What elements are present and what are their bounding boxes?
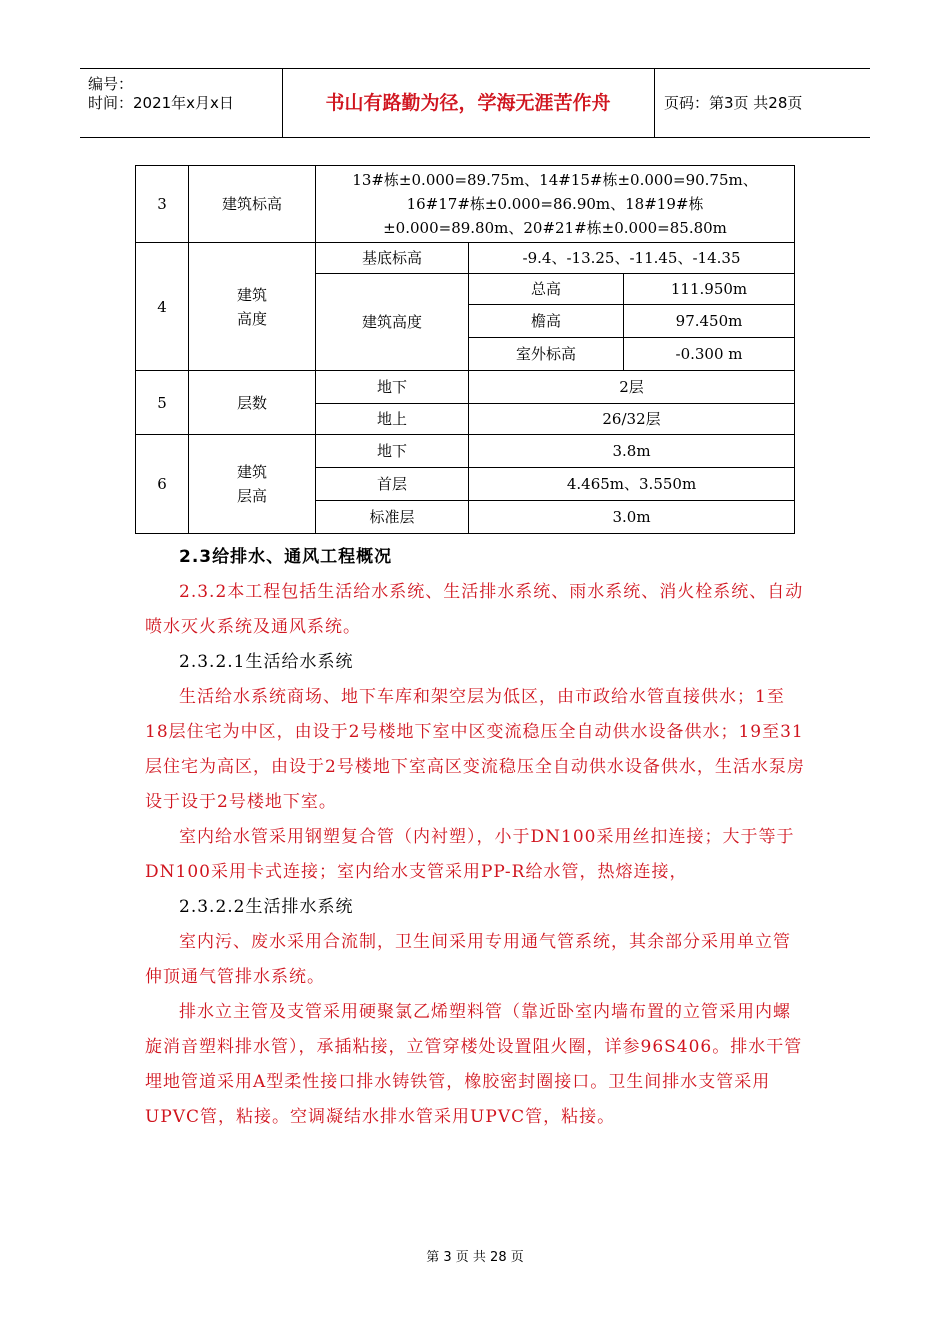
row-number: 3 bbox=[136, 166, 189, 243]
cell-value: 4.465m、3.550m bbox=[469, 468, 795, 501]
cell-value: 111.950m bbox=[624, 274, 795, 305]
table-row bbox=[136, 435, 795, 468]
page-header bbox=[80, 68, 870, 138]
cell-label: 首层 bbox=[316, 468, 469, 501]
row-number: 5 bbox=[136, 371, 189, 435]
cell-value: 97.450m bbox=[624, 305, 795, 338]
document-body bbox=[145, 540, 807, 1135]
subsection-heading: 2.3.2.1生活给水系统 bbox=[179, 652, 354, 672]
cell-label: 室外标高 bbox=[469, 338, 624, 371]
cell-label: 地下 bbox=[316, 435, 469, 468]
table-row bbox=[136, 371, 795, 404]
table-row bbox=[136, 243, 795, 274]
paragraph: 室内污、废水采用合流制，卫生间采用专用通气管系统，其余部分采用单立管伸顶通气管排水系统。 bbox=[145, 932, 791, 987]
cell-label: 总高 bbox=[469, 274, 624, 305]
row-name: 建筑标高 bbox=[189, 166, 316, 243]
cell-value: 26/32层 bbox=[469, 404, 795, 435]
cell-value: 3.0m bbox=[469, 501, 795, 534]
building-spec-table bbox=[135, 165, 795, 534]
cell-value: 3.8m bbox=[469, 435, 795, 468]
row-name: 层数 bbox=[189, 371, 316, 435]
row-number: 4 bbox=[136, 243, 189, 371]
subsection-heading: 2.3.2.2生活排水系统 bbox=[179, 897, 354, 917]
paragraph: 2.3.2本工程包括生活给水系统、生活排水系统、雨水系统、消火栓系统、自动喷水灭火系统及通风系统。 bbox=[145, 582, 804, 637]
header-left-cell bbox=[80, 69, 283, 137]
header-motto: 书山有路勤为径，学海无涯苦作舟 bbox=[282, 69, 655, 137]
cell-value: -0.300 m bbox=[624, 338, 795, 371]
section-heading: 2.3给排水、通风工程概况 bbox=[179, 547, 393, 567]
cell-label: 檐高 bbox=[469, 305, 624, 338]
cell-label: 基底标高 bbox=[316, 243, 469, 274]
paragraph: 室内给水管采用钢塑复合管（内衬塑），小于DN100采用丝扣连接；大于等于DN100采用卡式连接；室内给水支管采用PP-R给水管，热熔连接， bbox=[145, 827, 795, 882]
row-name: 建筑高度 bbox=[189, 243, 316, 371]
cell-value: 2层 bbox=[469, 371, 795, 404]
cell-label: 建筑高度 bbox=[316, 274, 469, 371]
paragraph: 生活给水系统商场、地下车库和架空层为低区，由市政给水管直接供水；1至18层住宅为中区，由设于2号楼地下室中区变流稳压全自动供水设备供水；19至31层住宅为高区，由设于2号楼地下室高区变流稳压全自动供水设备供水，生活水泵房设于设于2号楼地下室。 bbox=[145, 687, 805, 812]
elevation-value: 13#栋±0.000=89.75m、14#15#栋±0.000=90.75m、16#17#栋±0.000=86.90m、18#19#栋±0.000=89.80m、20#21#栋±0.000=85.80m bbox=[316, 166, 795, 243]
document-time-label: 时间：2021年x月x日 bbox=[88, 94, 234, 112]
row-number: 6 bbox=[136, 435, 189, 534]
cell-value: -9.4、-13.25、-11.45、-14.35 bbox=[469, 243, 795, 274]
cell-label: 地下 bbox=[316, 371, 469, 404]
page-footer: 第 3 页 共 28 页 bbox=[426, 1250, 524, 1265]
row-name: 建筑层高 bbox=[189, 435, 316, 534]
table-row bbox=[136, 166, 795, 243]
paragraph: 排水立主管及支管采用硬聚氯乙烯塑料管（靠近卧室内墙布置的立管采用内螺旋消音塑料排水管），承插粘接，立管穿楼处设置阻火圈，详参96S406。排水干管埋地管道采用A型柔性接口排水铸铁管，橡胶密封圈接口。卫生间排水支管采用UPVC管，粘接。空调凝结水排水管采用UPVC管，粘接。 bbox=[145, 1002, 803, 1127]
header-page-label: 页码：第3页 共28页 bbox=[664, 94, 803, 112]
cell-label: 地上 bbox=[316, 404, 469, 435]
cell-label: 标准层 bbox=[316, 501, 469, 534]
document-number-label: 编号： bbox=[88, 75, 134, 93]
